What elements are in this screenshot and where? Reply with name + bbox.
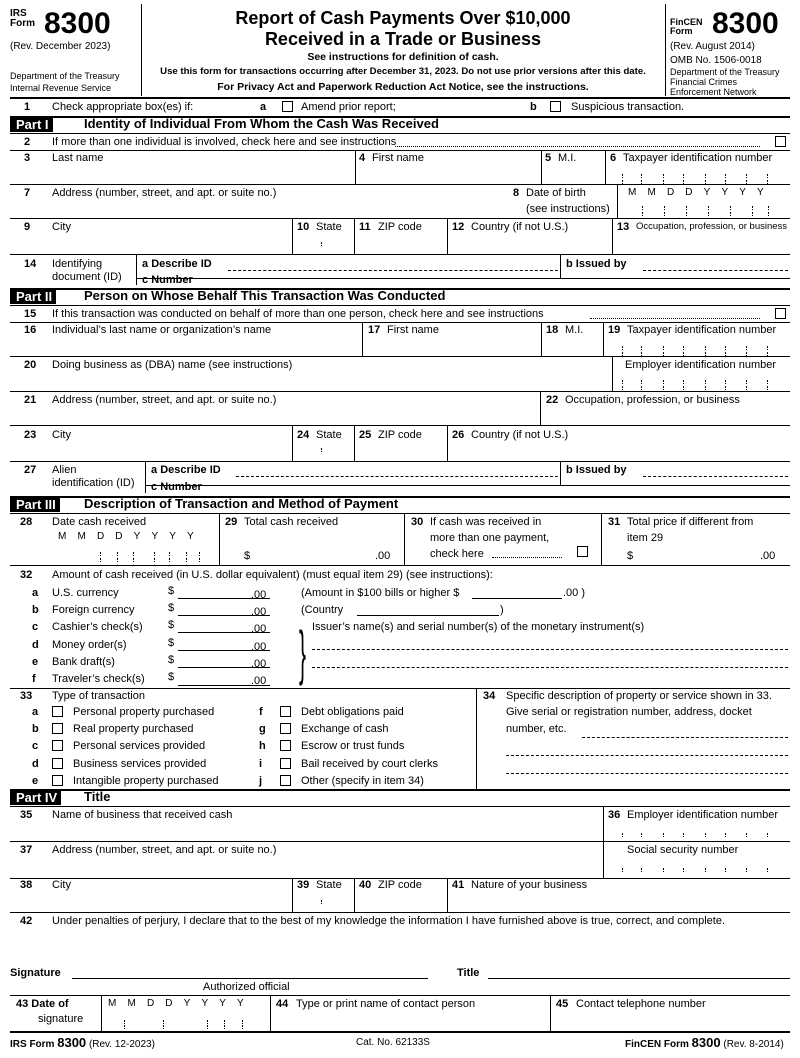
money-order-label: Money order(s) [52, 639, 127, 651]
part-3-bar [10, 496, 790, 512]
line-1-label: Check appropriate box(es) if: [52, 101, 194, 113]
dob-sub: (see instructions) [526, 203, 610, 215]
part-1-bar [10, 116, 790, 132]
line-letter: b [530, 101, 537, 113]
address-label: Address (number, street, and apt. or suite no.) [52, 394, 277, 406]
sub-instruction-1: See instructions for definition of cash. [307, 51, 499, 63]
form-title-2: Received in a Trade or Business [264, 29, 542, 49]
mi-label: M.I. [558, 152, 577, 164]
part-tag: Part I [10, 116, 53, 132]
state-label: State [316, 221, 342, 233]
amend-checkbox[interactable] [282, 101, 293, 112]
line-num: 25 [359, 429, 372, 441]
type-g-checkbox[interactable] [280, 723, 291, 734]
bank-draft-label: Bank draft(s) [52, 656, 115, 668]
cents: .00 [375, 550, 391, 562]
type-c-checkbox[interactable] [52, 740, 63, 751]
line-2-label: If more than one individual is involved, check here and see instructions [52, 136, 397, 148]
dob-letters: M M D D Y Y Y Y [628, 187, 764, 198]
sub-instruction-2: Use this form for transactions occurring after December 31, 2023. Do not use prior versions after this date. [160, 66, 646, 77]
country-paren-label: (Country [301, 604, 344, 616]
line-num: 6 [610, 152, 617, 164]
type-label: Bail received by court clerks [301, 758, 438, 770]
line-letter: a [260, 101, 267, 113]
fincen-form-number: 8300 [712, 7, 779, 40]
authorized-official-label: Authorized official [203, 981, 290, 993]
alien-id-label-2: identification (ID) [52, 477, 135, 489]
multi-payment-label-3: check here [430, 548, 484, 560]
line-num: 10 [297, 221, 310, 233]
line-num: 13 [617, 221, 630, 233]
transaction-type-label: Type of transaction [52, 690, 145, 702]
signature-label: Signature [10, 967, 61, 979]
part-2-bar [10, 288, 790, 304]
line-15-label: If this transaction was conducted on behalf of more than one person, check here and see instructions [52, 308, 544, 320]
dollar-sign: $ [244, 550, 251, 562]
perjury-statement: Under penalties of perjury, I declare that to the best of my knowledge the information I have furnished above is true, correct, and complete. [52, 915, 725, 927]
id-label-2: document (ID) [52, 271, 122, 283]
type-i-checkbox[interactable] [280, 758, 291, 769]
title-label: Title [457, 967, 480, 979]
line-num: 44 [276, 998, 289, 1010]
type-label: Intangible property purchased [73, 775, 219, 787]
nature-label: Nature of your business [471, 879, 588, 891]
total-cash-label: Total cash received [244, 516, 339, 528]
phone-label: Contact telephone number [576, 998, 706, 1010]
issued-by-label: Issued by [575, 258, 627, 270]
org-name-label: Individual’s last name or organization’s name [52, 324, 272, 336]
type-label: Exchange of cash [301, 723, 389, 735]
multiple-persons-checkbox[interactable] [775, 308, 786, 319]
irs-form-label: IRS Form [10, 8, 35, 29]
describe-id-label: Describe ID [151, 258, 212, 270]
city-label: City [52, 429, 71, 441]
zip-label: ZIP code [378, 879, 422, 891]
line-num: 26 [452, 429, 465, 441]
suspicious-label: Suspicious transaction. [571, 101, 685, 113]
description-label-2: Give serial or registration number, address, docket [506, 706, 752, 718]
cashiers-check-label: Cashier’s check(s) [52, 621, 143, 633]
occupation-label: Occupation, profession, or business [565, 394, 740, 406]
part-tag: Part II [10, 288, 56, 304]
line-num: 36 [608, 809, 621, 821]
description-label-1: Specific description of property or service shown in 33. [506, 690, 772, 702]
id-label-1: Identifying [52, 258, 103, 270]
describe-id-label: Describe ID [160, 464, 221, 476]
type-label: Personal property purchased [73, 706, 215, 718]
fincen-rev: (Rev. August 2014) [670, 41, 755, 52]
type-e-checkbox[interactable] [52, 775, 63, 786]
last-name-label: Last name [52, 152, 104, 164]
line-num: 22 [546, 394, 559, 406]
type-label: Personal services provided [73, 740, 206, 752]
sig-date-sub: signature [38, 1013, 84, 1025]
form-title-1: Report of Cash Payments Over $10,000 [235, 8, 571, 28]
multi-payment-checkbox[interactable] [577, 546, 588, 557]
multiple-individuals-checkbox[interactable] [775, 136, 786, 147]
type-j-checkbox[interactable] [280, 775, 291, 786]
tin-label: Taxpayer identification number [627, 324, 777, 336]
line-num: 24 [297, 429, 310, 441]
first-name-label: First name [372, 152, 424, 164]
state-label: State [316, 429, 342, 441]
part-title: Description of Transaction and Method of Payment [84, 496, 399, 511]
multi-payment-label-1: If cash was received in [430, 516, 542, 528]
dollar-sign: $ [627, 550, 634, 562]
total-price-label-2: item 29 [627, 532, 664, 544]
line-32-label: Amount of cash received (in U.S. dollar equivalent) (must equal item 29) (see instructions): [52, 569, 493, 581]
amend-label: Amend prior report; [301, 101, 396, 113]
dba-label: Doing business as (DBA) name (see instructions) [52, 359, 293, 371]
description-label-3: number, etc. [506, 723, 567, 735]
part-title: Person on Whose Behalf This Transaction Was Conducted [84, 288, 446, 303]
zip-label: ZIP code [378, 221, 422, 233]
part-4-bar [10, 789, 790, 805]
line-num: 17 [368, 324, 381, 336]
line-num: 11 [359, 221, 371, 233]
sig-date-label: 43 Date of [16, 998, 69, 1010]
signature-line[interactable] [72, 978, 428, 979]
line-num: 29 [225, 516, 238, 528]
city-label: City [52, 879, 71, 891]
id-number-label: Number [151, 274, 193, 286]
title-line[interactable] [488, 978, 790, 979]
ssn-label: Social security number [627, 844, 739, 856]
line-num: 45 [556, 998, 569, 1010]
part-tag: Part III [10, 496, 60, 512]
type-f-checkbox[interactable] [280, 706, 291, 717]
last-name-input[interactable] [52, 166, 352, 182]
country-label: Country (if not U.S.) [471, 221, 569, 233]
fincen-dept-2: Financial Crimes [670, 77, 738, 87]
date-received-label: Date cash received [52, 516, 147, 528]
travelers-check-label: Traveler’s check(s) [52, 673, 145, 685]
irs-name: Internal Revenue Service [10, 83, 112, 93]
dept-name: Department of the Treasury [10, 71, 120, 81]
zip-label: ZIP code [378, 429, 422, 441]
cents: .00 [760, 550, 776, 562]
catalog-number: Cat. No. 62133S [356, 1037, 430, 1048]
suspicious-checkbox[interactable] [550, 101, 561, 112]
part-title: Identity of Individual From Whom the Cash Was Received [84, 116, 439, 131]
us-currency-label: U.S. currency [52, 587, 119, 599]
line-num: 19 [608, 324, 621, 336]
type-label: Escrow or trust funds [301, 740, 405, 752]
occupation-label: Occupation, profession, or business [636, 221, 788, 232]
date-letters: M M D D Y Y Y Y [58, 531, 194, 542]
country-label: Country (if not U.S.) [471, 429, 569, 441]
line-num: 40 [359, 879, 372, 891]
foreign-currency-label: Foreign currency [52, 604, 135, 616]
hundred-bills-end: .00 ) [563, 587, 586, 599]
sub-instruction-3: For Privacy Act and Paperwork Reduction Act Notice, see the instructions. [217, 81, 589, 93]
line-num: 30 [411, 516, 424, 528]
ein-label: Employer identification number [627, 809, 779, 821]
line-num: 41 [452, 879, 465, 891]
part-tag: Part IV [10, 789, 61, 805]
line-num: 8 [513, 187, 520, 199]
line-num: 31 [608, 516, 621, 528]
line-num: 34 [483, 690, 496, 702]
id-number-label: Number [160, 481, 202, 493]
first-name-label: First name [387, 324, 439, 336]
form-number: 8300 [44, 7, 111, 40]
type-label: Business services provided [73, 758, 207, 770]
issued-by-label: Issued by [575, 464, 627, 476]
line-num: 39 [297, 879, 310, 891]
type-label: Debt obligations paid [301, 706, 404, 718]
dob-label: Date of birth [526, 187, 586, 199]
line-num: 12 [452, 221, 465, 233]
line-num: 1 [24, 101, 31, 113]
type-h-checkbox[interactable] [280, 740, 291, 751]
tin-label: Taxpayer identification number [623, 152, 773, 164]
address-label: Address (number, street, and apt. or suite no.) [52, 844, 277, 856]
fincen-form-label: FinCEN Form [670, 17, 703, 36]
address-label: Address (number, street, and apt. or suite no.) [52, 187, 277, 199]
total-price-label-1: Total price if different from [627, 516, 754, 528]
ein-label: Employer identification number [625, 359, 777, 371]
omb-number: OMB No. 1506-0018 [670, 55, 762, 66]
fincen-dept-3: Enforcement Network [670, 87, 757, 97]
part-title: Title [84, 789, 111, 804]
business-name-label: Name of business that received cash [52, 809, 233, 821]
city-label: City [52, 221, 71, 233]
issuer-label: Issuer’s name(s) and serial number(s) of the monetary instrument(s) [312, 621, 645, 633]
country-paren-end: ) [500, 604, 504, 616]
contact-name-label: Type or print name of contact person [296, 998, 476, 1010]
sig-date-letters: M M D D Y Y Y Y [108, 998, 244, 1009]
state-label: State [316, 879, 342, 891]
line-num: 4 [359, 152, 366, 164]
hundred-bills-label: (Amount in $100 bills or higher $ [301, 587, 460, 599]
multi-payment-label-2: more than one payment, [430, 532, 550, 544]
type-a-checkbox[interactable] [52, 706, 63, 717]
type-label: Other (specify in item 34) [301, 775, 424, 787]
fincen-dept-1: Department of the Treasury [670, 67, 780, 77]
brace: } [299, 619, 307, 686]
type-d-checkbox[interactable] [52, 758, 63, 769]
revision-date: (Rev. December 2023) [10, 41, 111, 52]
type-label: Real property purchased [73, 723, 194, 735]
line-num: 5 [545, 152, 552, 164]
line-num: 18 [546, 324, 559, 336]
mi-label: M.I. [565, 324, 584, 336]
alien-id-label-1: Alien [52, 464, 77, 476]
type-b-checkbox[interactable] [52, 723, 63, 734]
